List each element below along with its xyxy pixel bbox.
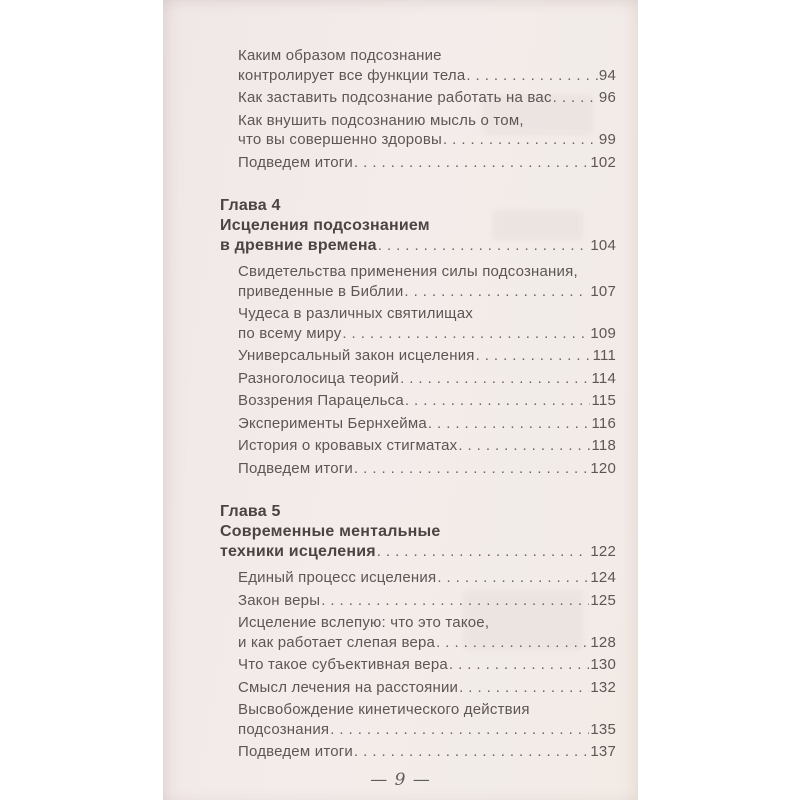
- dot-leader: [342, 324, 589, 344]
- chapter5-entries: [238, 568, 616, 762]
- toc-entry-title-line: по всему миру: [238, 324, 342, 342]
- toc-entry-row: [238, 66, 616, 86]
- toc-entry-title: Закон веры: [238, 591, 321, 609]
- toc-entry: [238, 111, 616, 150]
- chapter-title-line: Современные ментальные: [220, 523, 441, 540]
- dot-leader: [476, 346, 592, 366]
- dot-leader: [377, 542, 590, 562]
- toc-entry-page: 114: [591, 369, 616, 387]
- toc-entry-page: 125: [590, 591, 616, 609]
- dot-leader: [459, 678, 589, 698]
- page-number-footer: — 9 —: [370, 770, 431, 790]
- toc-entry-title: Подведем итоги: [238, 459, 354, 477]
- toc-entry-page: 96: [598, 89, 616, 106]
- toc-entry: [238, 591, 616, 611]
- toc-entry-title: Воззрения Парацельса: [238, 392, 404, 409]
- toc-entry-page: 135: [590, 720, 616, 738]
- dot-leader: [354, 153, 589, 173]
- toc-entry: [238, 436, 616, 456]
- dot-leader: [449, 655, 589, 675]
- toc-entry-page: 94: [598, 66, 616, 84]
- toc-entry-title: Эксперименты Бернхейма: [238, 414, 427, 432]
- toc-entry-row: [238, 369, 616, 389]
- dot-leader: [428, 414, 591, 434]
- toc-entry: [238, 262, 616, 301]
- chapter-label: Глава 4: [220, 197, 281, 214]
- toc-entry: [238, 346, 616, 366]
- toc-entry-title-line: Исцеление вслепую: что это такое,: [238, 614, 490, 631]
- toc-entry: [238, 700, 616, 739]
- toc-entry-page: 102: [590, 153, 616, 171]
- toc-entry-title: Разноголосица теорий: [238, 369, 400, 387]
- toc-entry-row: [238, 436, 616, 456]
- toc-entry-row: [238, 591, 616, 611]
- toc-entry-row: [238, 655, 616, 675]
- toc-section-top: [238, 46, 616, 172]
- toc-entry-page: 109: [590, 324, 616, 342]
- toc-entry: [238, 613, 616, 652]
- dot-leader: [437, 568, 589, 588]
- dot-leader: [553, 88, 598, 108]
- toc-entry-row: [238, 568, 616, 588]
- toc-entry-page: 137: [590, 743, 616, 760]
- toc-entry-title-line: Как внушить подсознанию мысль о том,: [238, 111, 524, 129]
- toc-entry: [238, 414, 616, 434]
- toc-entry: [238, 369, 616, 389]
- toc-entry-page: 128: [590, 633, 616, 651]
- chapter-heading: [220, 196, 616, 256]
- chapter-heading: [220, 502, 616, 562]
- toc-entry-title: История о кровавых стигматах: [238, 437, 458, 454]
- toc-entry-title: Смысл лечения на расстоянии: [238, 678, 459, 696]
- toc-entry: [238, 88, 616, 108]
- chapter-title-line: в древние времена: [220, 237, 377, 254]
- toc-entry-row: [238, 282, 616, 302]
- toc-entry-page: 107: [590, 282, 616, 300]
- toc-entry: [238, 46, 616, 85]
- toc-entry-row: [238, 324, 616, 344]
- toc-entry-page: 118: [591, 437, 616, 454]
- toc-entry-title-line: подсознания: [238, 720, 330, 738]
- chapter-title-row: [220, 542, 616, 562]
- toc-entry-title-line: контролирует все функции тела: [238, 66, 466, 84]
- toc-section-chapter4: [220, 196, 616, 478]
- toc-entry-row: [238, 153, 616, 173]
- toc-entry-page: 115: [591, 392, 616, 409]
- dot-leader: [354, 742, 589, 762]
- toc-entry-row: [238, 633, 616, 653]
- toc-entry-title-line: Высвобождение кинетического действия: [238, 701, 530, 718]
- toc-entry-page: 120: [590, 459, 616, 477]
- toc-entry-title-line: Каким образом подсознание: [238, 47, 442, 64]
- toc-entry-row: [238, 459, 616, 479]
- toc-entry-title: Единый процесс исцеления: [238, 569, 437, 586]
- toc-entry-page: 130: [590, 656, 616, 673]
- toc-entry-row: [238, 391, 616, 411]
- dot-leader: [458, 436, 590, 456]
- toc-entry-row: [238, 720, 616, 740]
- toc-entry-title-line: что вы совершенно здоровы: [238, 131, 442, 148]
- dot-leader: [330, 720, 589, 740]
- toc-entry-row: [238, 678, 616, 698]
- toc-entry-row: [238, 346, 616, 366]
- toc-entry-title: Что такое субъективная вера: [238, 656, 448, 673]
- dot-leader: [443, 130, 598, 150]
- chapter-page: 104: [590, 237, 616, 254]
- chapter-page: 122: [590, 543, 616, 560]
- dot-leader: [378, 236, 590, 256]
- dot-leader: [354, 459, 589, 479]
- toc-entry-row: [238, 414, 616, 434]
- toc-entry-title: Подведем итоги: [238, 743, 354, 760]
- toc-entry: [238, 655, 616, 675]
- toc-section-chapter5: [220, 502, 616, 762]
- toc-entry-title-line: Чудеса в различных святилищах: [238, 305, 473, 322]
- toc-entry-page: 111: [592, 347, 616, 364]
- chapter-title-line: Исцеления подсознанием: [220, 217, 430, 234]
- toc-entry-page: 116: [591, 414, 616, 432]
- book-page-photo: [163, 0, 638, 800]
- dot-leader: [405, 391, 591, 411]
- toc-entry: [238, 678, 616, 698]
- toc-entry: [238, 153, 616, 173]
- chapter-label: Глава 5: [220, 503, 281, 520]
- toc-entry-row: [238, 742, 616, 762]
- chapter-title-row: [220, 236, 616, 256]
- dot-leader: [436, 633, 589, 653]
- dot-leader: [400, 369, 590, 389]
- dot-leader: [466, 66, 598, 86]
- toc-entry-page: 124: [590, 569, 616, 586]
- toc-entry-title-line: Свидетельства применения силы подсознания,: [238, 263, 578, 280]
- dot-leader: [321, 591, 589, 611]
- toc-entry-title: Универсальный закон исцеления: [238, 347, 475, 364]
- toc-entry: [238, 459, 616, 479]
- toc-entry-page: 132: [590, 678, 616, 696]
- toc-entry: [238, 391, 616, 411]
- toc-entry-title: Как заставить подсознание работать на вас: [238, 89, 552, 106]
- toc-entry-title-line: приведенные в Библии: [238, 282, 404, 300]
- toc-entry-title-line: и как работает слепая вера: [238, 633, 436, 651]
- toc-entry-page: 99: [598, 131, 616, 148]
- toc-entry: [238, 742, 616, 762]
- toc-entry-row: [238, 88, 616, 108]
- chapter-title-line: техники исцеления: [220, 543, 376, 560]
- toc-entry: [238, 568, 616, 588]
- toc-content: [220, 46, 616, 765]
- toc-entry-title: Подведем итоги: [238, 153, 354, 171]
- toc-entry-row: [238, 130, 616, 150]
- dot-leader: [404, 282, 589, 302]
- toc-entry: [238, 304, 616, 343]
- chapter4-entries: [238, 262, 616, 478]
